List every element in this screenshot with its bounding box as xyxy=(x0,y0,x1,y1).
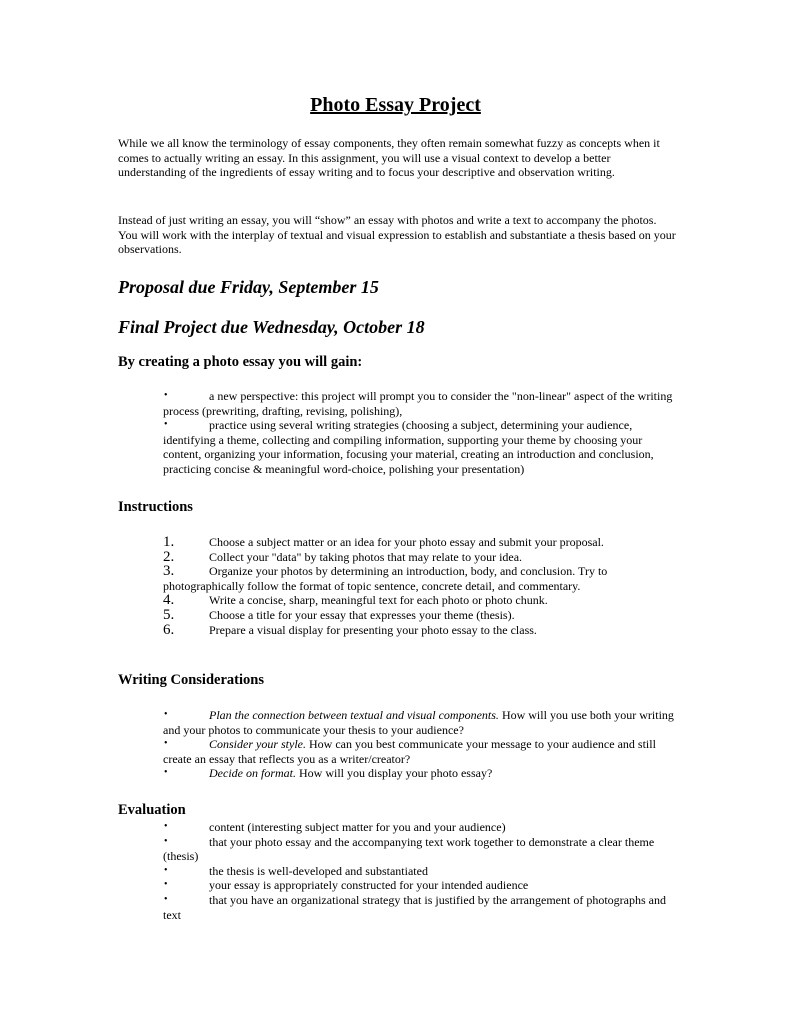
list-item-text: content (interesting subject matter for you and your audience) xyxy=(209,820,506,834)
page-title: Photo Essay Project xyxy=(310,94,481,116)
list-item-text: How will you use both your writing and your photos to communicate your thesis to your audience? xyxy=(163,708,674,737)
list-item xyxy=(163,593,678,608)
item-number: 2. xyxy=(163,548,175,565)
list-item xyxy=(163,835,678,864)
list-item xyxy=(163,623,678,638)
item-number: 4. xyxy=(163,592,175,609)
list-item-lead: Consider your style. xyxy=(209,737,306,752)
list-item xyxy=(163,878,678,893)
list-item-text: that your photo essay and the accompanying text work together to demonstrate a clear theme (thesis) xyxy=(163,834,655,864)
final-due-date: Final Project due Wednesday, October 18 xyxy=(118,317,425,337)
list-item-text: that you have an organizational strategy that is justified by the arrangement of photographs and text xyxy=(163,892,666,922)
list-item xyxy=(163,864,678,879)
list-item-text: Choose a title for your essay that expresses your theme (thesis). xyxy=(209,607,515,622)
list-item xyxy=(163,708,678,737)
instructions-heading: Instructions xyxy=(118,499,193,515)
bullet-icon: • xyxy=(164,419,168,431)
bullet-icon: • xyxy=(164,390,168,401)
intro-paragraph-1: While we all know the terminology of essay components, they often remain somewhat fuzzy as concepts when it comes to actually writing an essay. In this assignment, you will use a visual context to develop a better understanding of the ingredients of essay writing and to focus your descriptive and observation writing. xyxy=(118,136,660,180)
list-item xyxy=(163,564,678,593)
list-item-text: practice using several writing strategies (choosing a subject, determining your audience, identifying a theme, collecting and compiling information, supporting your theme by choosing your content, organizing your information, focusing your material, creating an introduction and conclusion, practicing concise & meaningful word-choice, polishing your presentation) xyxy=(163,418,654,476)
bullet-icon: • xyxy=(164,738,168,750)
list-item xyxy=(163,550,678,565)
list-item-lead: Decide on format. xyxy=(209,766,296,781)
list-item xyxy=(163,737,678,766)
instructions-list xyxy=(163,535,678,637)
bullet-icon: • xyxy=(164,879,168,891)
list-item xyxy=(163,893,678,922)
list-item xyxy=(163,418,678,476)
writing-considerations-list xyxy=(163,708,678,781)
list-item-text: Collect your "data" by taking photos that may relate to your idea. xyxy=(209,549,523,564)
gain-list xyxy=(163,389,678,477)
bullet-icon: • xyxy=(164,835,168,847)
proposal-due-date: Proposal due Friday, September 15 xyxy=(118,277,379,297)
list-item-lead: Plan the connection between textual and visual components. xyxy=(209,708,499,722)
list-item-text: How will you display your photo essay? xyxy=(295,766,493,781)
evaluation-list xyxy=(163,820,678,922)
list-item xyxy=(163,820,678,835)
writing-considerations-heading: Writing Considerations xyxy=(118,672,264,688)
list-item xyxy=(163,535,678,550)
list-item-text: Organize your photos by determining an introduction, body, and conclusion. Try to photographically follow the format of topic sentence, concrete detail, and commentary. xyxy=(163,564,608,593)
list-item xyxy=(163,766,678,781)
bullet-icon: • xyxy=(164,709,168,720)
bullet-icon: • xyxy=(164,821,168,832)
item-number: 5. xyxy=(163,606,175,623)
bullet-icon: • xyxy=(164,864,168,876)
list-item-text: Prepare a visual display for presenting your photo essay to the class. xyxy=(209,622,537,637)
list-item xyxy=(163,389,678,418)
item-number: 3. xyxy=(163,563,175,580)
item-number: 6. xyxy=(163,621,175,638)
item-number: 1. xyxy=(163,534,175,550)
intro-paragraph-2: Instead of just writing an essay, you will “show” an essay with photos and write a text to accompany the photos. You will work with the interplay of textual and visual expression to establish and substantiate a thesis based on your observations. xyxy=(118,213,676,257)
list-item-text: a new perspective: this project will prompt you to consider the "non-linear" aspect of the writing process (prewriting, drafting, revising, polishing), xyxy=(163,389,673,418)
list-item xyxy=(163,608,678,623)
list-item-text: Choose a subject matter or an idea for your photo essay and submit your proposal. xyxy=(209,535,604,549)
gain-heading: By creating a photo essay you will gain: xyxy=(118,354,363,370)
bullet-icon: • xyxy=(164,767,168,779)
bullet-icon: • xyxy=(164,893,168,905)
list-item-text: your essay is appropriately constructed for your intended audience xyxy=(209,878,529,893)
evaluation-heading: Evaluation xyxy=(118,802,186,818)
list-item-text: How can you best communicate your message to your audience and still create an essay that reflects you as a writer/creator? xyxy=(163,737,656,766)
list-item-text: the thesis is well-developed and substantiated xyxy=(209,863,428,878)
list-item-text: Write a concise, sharp, meaningful text for each photo or photo chunk. xyxy=(209,593,548,608)
